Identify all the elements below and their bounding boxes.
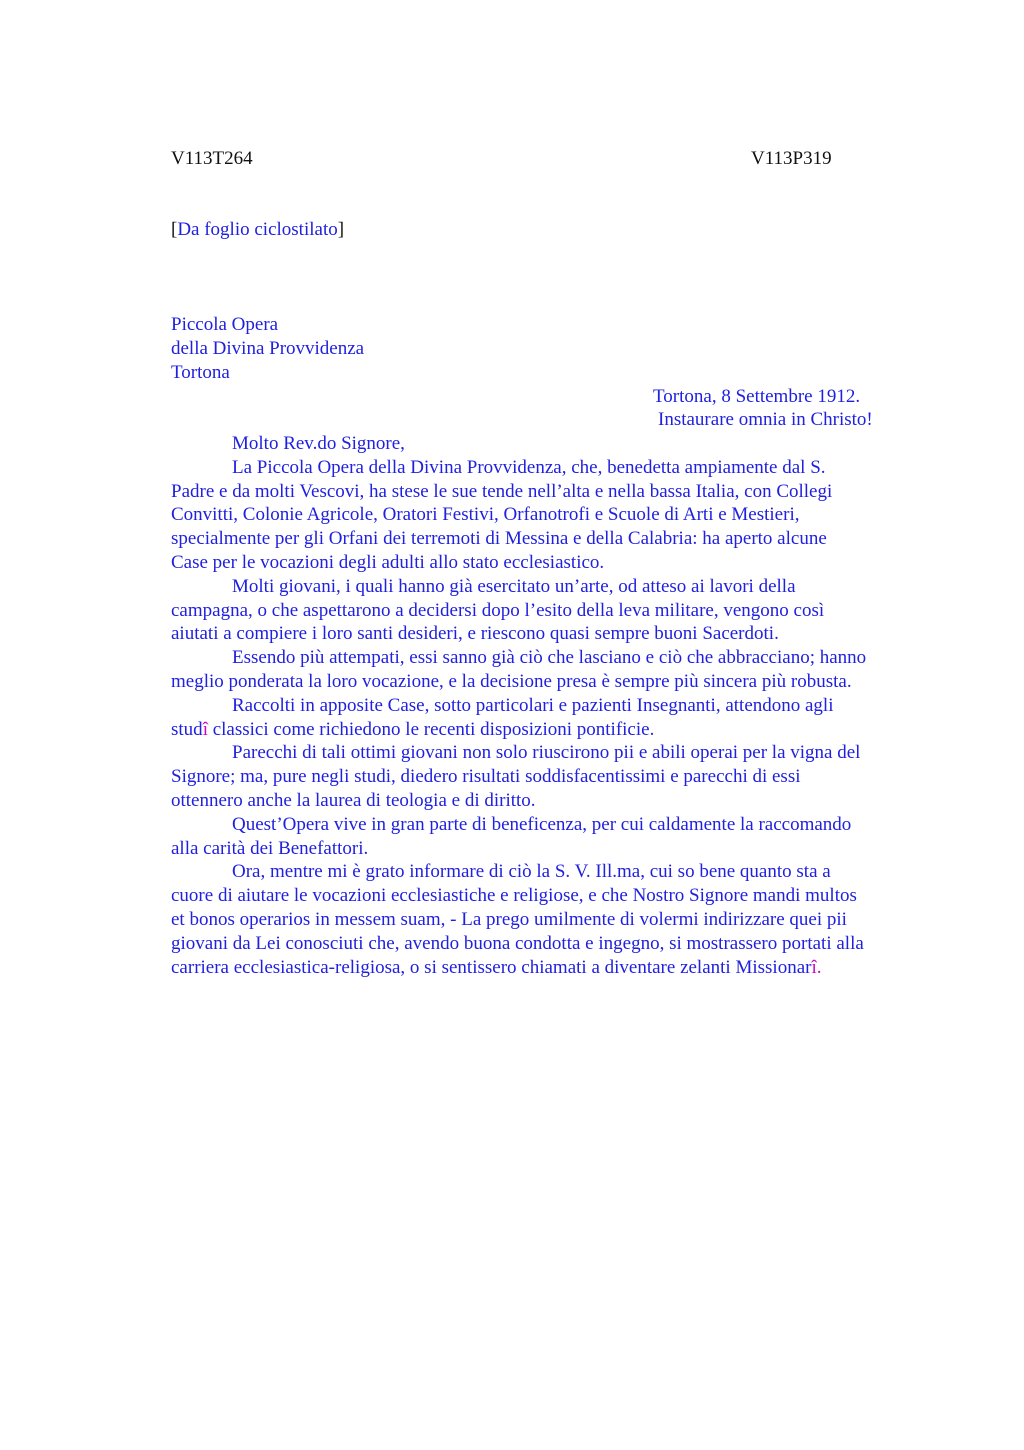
text-line: Raccolti in apposite Case, sotto particolari e pazienti Insegnanti, attendono agli (232, 694, 834, 716)
text-line: La Piccola Opera della Divina Provvidenza, che, benedetta ampiamente dal S. (232, 456, 826, 478)
text-line: campagna, o che aspettarono a decidersi dopo l’esito della leva militare, vengono così (171, 599, 825, 621)
text-line: Essendo più attempati, essi sanno già ciò che lasciano e ciò che abbracciano; hanno (232, 647, 867, 669)
text-line: Quest’Opera vive in gran parte di beneficenza, per cui caldamente la raccomando (232, 813, 852, 835)
text-line: Signore; ma, pure negli studi, diedero risultati soddisfacentissimi e parecchi di essi (171, 766, 801, 788)
highlighted-mark: î. (811, 956, 822, 978)
text-line: giovani da Lei conosciuti che, avendo buona condotta e ingegno, si mostrassero portati alla (171, 932, 864, 954)
reference-code-left: V113T264 (171, 148, 253, 169)
source-note-open-bracket: [ (171, 219, 178, 240)
text-fragment: classici come richiedono le recenti disposizioni pontificie. (207, 718, 655, 740)
letter-motto: Instaurare omnia in Christo! (658, 409, 873, 430)
text-line: ottennero anche la laurea di teologia e di diritto. (171, 789, 536, 811)
source-note-close-bracket: ] (337, 219, 345, 240)
source-note (171, 218, 344, 242)
source-note-text: Da foglio ciclostilato (177, 219, 338, 240)
letterhead (171, 313, 571, 384)
highlighted-mark: î (202, 718, 208, 740)
text-line: Ora, mentre mi è grato informare di ciò la S. V. Ill.ma, cui so bene quanto sta a (232, 861, 831, 883)
text-line: alla carità dei Benefattori. (171, 837, 369, 859)
letter-body (171, 432, 931, 979)
text-line: cuore di aiutare le vocazioni ecclesiastiche e religiose, e che Nostro Signore mandi multos (171, 885, 857, 907)
text-line: aiutati a compiere i loro santi desideri, e riescono quasi sempre buoni Sacerdoti. (171, 623, 779, 645)
text-line (171, 718, 931, 742)
text-line (171, 956, 931, 980)
text-line: Molti giovani, i quali hanno già esercitato un’arte, od atteso ai lavori della (232, 575, 796, 597)
reference-code-right: V113P319 (751, 148, 832, 169)
text-fragment: stud (171, 718, 203, 740)
letterhead-line: Tortona (171, 361, 230, 383)
text-line: Padre e da molti Vescovi, ha stese le sue tende nell’alta e nella bassa Italia, con Collegi (171, 480, 833, 502)
text-line: Parecchi di tali ottimi giovani non solo riuscirono pii e abili operai per la vigna del (232, 742, 861, 764)
salutation: Molto Rev.do Signore, (232, 433, 405, 454)
letterhead-line: Piccola Opera (171, 314, 279, 335)
text-line: et bonos operarios in messem suam, - La prego umilmente di volermi indirizzare quei pii (171, 908, 847, 930)
text-fragment: carriera ecclesiastica-religiosa, o si sentissero chiamati a diventare zelanti Missionar (171, 956, 812, 978)
text-line: specialmente per gli Orfani dei terremoti di Messina e della Calabria: ha aperto alcune (171, 528, 827, 550)
text-line: meglio ponderata la loro vocazione, e la decisione presa è sempre più sincera più robusta. (171, 670, 852, 692)
letter-date: Tortona, 8 Settembre 1912. (653, 386, 861, 407)
text-line: Convitti, Colonie Agricole, Oratori Festivi, Orfanotrofi e Scuole di Arti e Mestieri, (171, 504, 800, 526)
letterhead-line: della Divina Provvidenza (171, 337, 365, 359)
text-line: Case per le vocazioni degli adulti allo stato ecclesiastico. (171, 551, 605, 573)
